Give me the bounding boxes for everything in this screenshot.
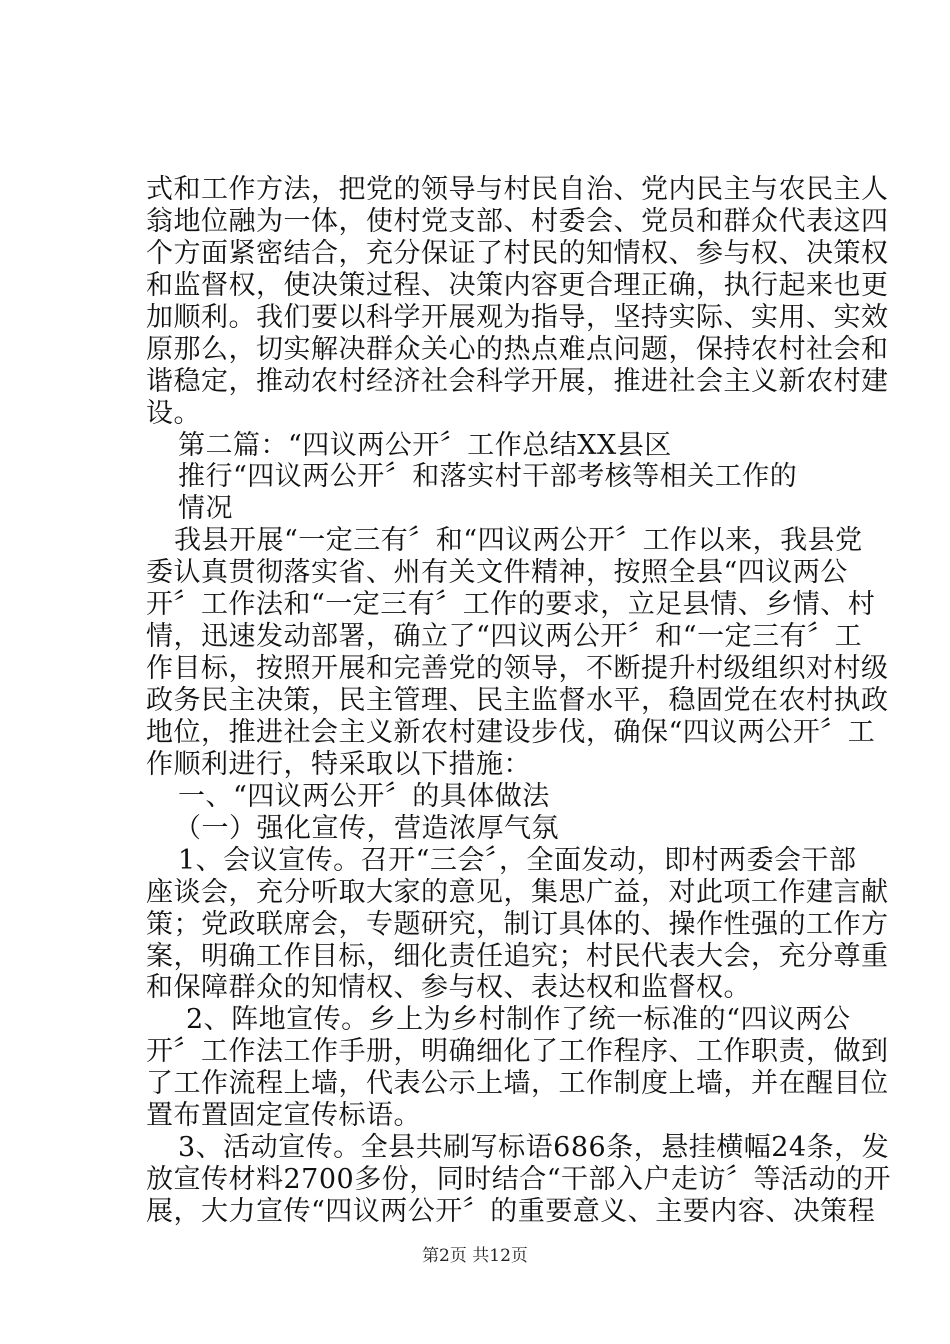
text-line: 座谈会，充分听取大家的意见，集思广益，对此项工作建言献 <box>146 877 889 908</box>
text-line: 我县开展“一定三有〞和“四议两公开〞工作以来，我县党 <box>174 525 863 556</box>
text-line: 策；党政联席会，专题研究，制订具体的、操作性强的工作方 <box>146 909 889 940</box>
text-line: 原那么，切实解决群众关心的热点难点问题，保持农村社会和 <box>146 334 889 365</box>
text-line: 展，大力宣传“四议两公开〞的重要意义、主要内容、决策程 <box>146 1196 876 1227</box>
text-line: 作顺利进行，特采取以下措施： <box>146 749 531 780</box>
text-line: 式和工作方法，把党的领导与村民自治、党内民主与农民主人 <box>146 174 889 205</box>
text-line: 开〞工作法和“一定三有〞工作的要求，立足县情、乡情、村 <box>146 589 876 620</box>
text-line: 地位，推进社会主义新农村建设步伐，确保“四议两公开〞工 <box>146 717 876 748</box>
text-line: 置布置固定宣传标语。 <box>146 1100 421 1131</box>
text-line: 了工作流程上墙，代表公示上墙，工作制度上墙，并在醒目位 <box>146 1068 889 1099</box>
text-line: 和监督权，使决策过程、决策内容更合理正确，执行起来也更 <box>146 270 889 301</box>
text-line: 情，迅速发动部署，确立了“四议两公开〞和“一定三有〞工 <box>146 621 863 652</box>
text-line: 案，明确工作目标，细化责任追究；村民代表大会，充分尊重 <box>146 941 889 972</box>
section-title: 第二篇：“四议两公开〞工作总结XX县区 <box>178 430 672 461</box>
text-line: 2、阵地宣传。乡上为乡村制作了统一标准的“四议两公 <box>186 1004 851 1035</box>
text-line: 委认真贯彻落实省、州有关文件精神，按照全县“四议两公 <box>146 557 848 588</box>
section-subtitle: 推行“四议两公开〞和落实村干部考核等相关工作的 <box>178 461 798 492</box>
heading-level2: （一）强化宣传，营造浓厚气氛 <box>174 813 559 844</box>
text-line: 加顺利。我们要以科学开展观为指导，坚持实际、实用、实效 <box>146 302 889 333</box>
text-line: 放宣传材料2700多份，同时结合“干部入户走访〞等活动的开 <box>146 1164 892 1195</box>
text-line: 翁地位融为一体，使村党支部、村委会、党员和群众代表这四 <box>146 206 889 237</box>
text-line: 3、活动宣传。全县共刷写标语686条，悬挂横幅24条，发 <box>178 1132 890 1163</box>
text-line: 和保障群众的知情权、参与权、表达权和监督权。 <box>146 972 751 1003</box>
text-line: 作目标，按照开展和完善党的领导，不断提升村级组织对村级 <box>146 653 889 684</box>
text-line: 谐稳定，推动农村经济社会科学开展，推进社会主义新农村建 <box>146 366 889 397</box>
text-line: 1、会议宣传。召开“三会〞，全面发动，即村两委会干部 <box>178 845 857 876</box>
heading-level1: 一、“四议两公开〞的具体做法 <box>178 781 550 812</box>
text-line: 开〞工作法工作手册，明确细化了工作程序、工作职责，做到 <box>146 1036 889 1067</box>
text-line: 政务民主决策，民主管理、民主监督水平，稳固党在农村执政 <box>146 685 889 716</box>
text-line: 设。 <box>146 398 201 429</box>
page-footer: 第2页 共12页 <box>422 1246 528 1266</box>
section-subtitle: 情况 <box>178 493 233 524</box>
text-line: 个方面紧密结合，充分保证了村民的知情权、参与权、决策权 <box>146 238 889 269</box>
